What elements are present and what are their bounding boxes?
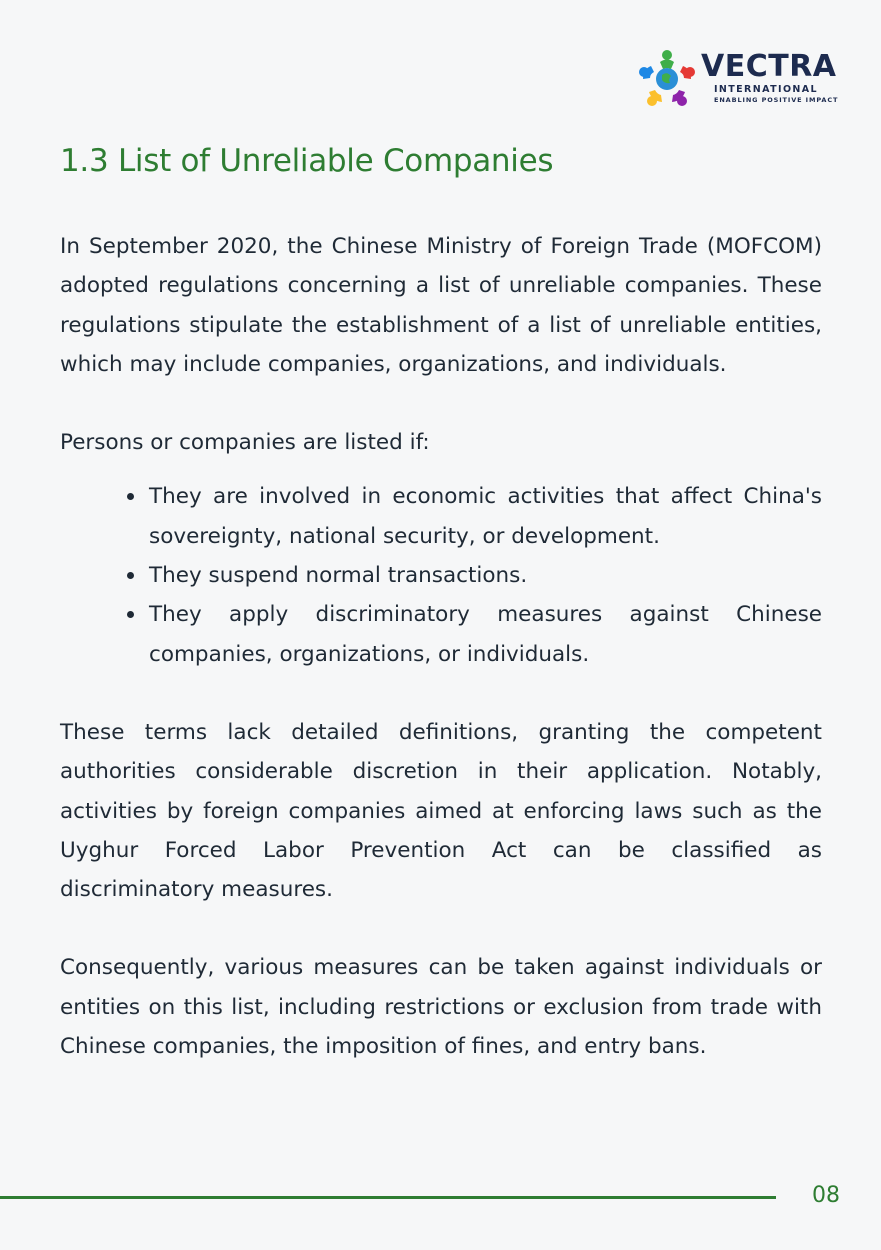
paragraph-intro: In September 2020, the Chinese Ministry of Foreign Trade (MOFCOM) adopted regulations concerning a list of unreliable companies. These regulations stipulate the establishment of a list of unreliable entities, which may include companies, organizations, and individuals. — [60, 234, 822, 377]
paragraph-definitions: These terms lack detailed definitions, granting the competent authorities considerable discretion in their application. Notably, activities by foreign companies aimed at enforcing laws such as the Uyghur Forced Labor Prevention Act can be classified as discriminatory measures. — [60, 719, 822, 903]
footer-divider — [0, 1196, 776, 1199]
page-number: 08 — [812, 1183, 840, 1208]
section-heading: 1.3 List of Unreliable Companies — [60, 143, 554, 179]
logo-subtitle: INTERNATIONAL — [714, 84, 818, 95]
logo-people-circle-icon — [636, 48, 698, 110]
list-item: They apply discriminatory measures against Chinese companies, organizations, or individuals. — [149, 595, 822, 674]
list-item: They are involved in economic activities that affect China's sovereignty, national security, or development. — [149, 477, 822, 556]
logo-brand-name: VECTRA — [701, 49, 837, 84]
body-content — [60, 227, 822, 1066]
vectra-logo — [636, 48, 846, 110]
paragraph-listing-criteria: Persons or companies are listed if: — [60, 430, 430, 456]
logo-tagline: ENABLING POSITIVE IMPACT — [714, 96, 839, 104]
list-item: They suspend normal transactions. — [149, 556, 822, 595]
criteria-list — [60, 477, 822, 673]
paragraph-consequences: Consequently, various measures can be taken against individuals or entities on this list, including restrictions or exclusion from trade with Chinese companies, the imposition of fines, and entry bans. — [60, 955, 822, 1060]
